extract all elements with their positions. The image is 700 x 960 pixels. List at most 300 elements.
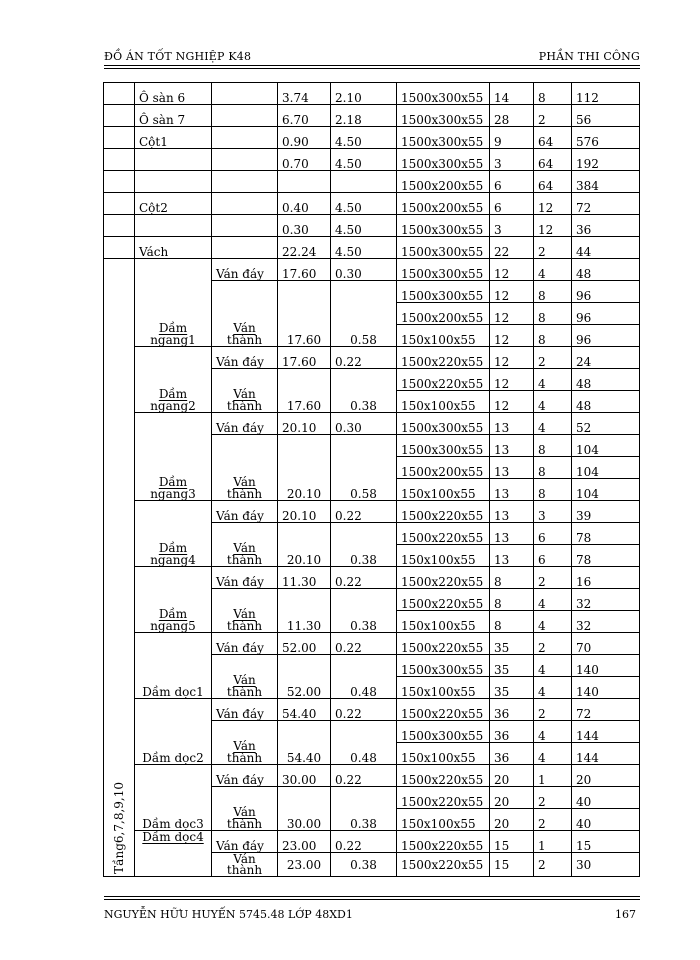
- total-cell: 144: [572, 721, 640, 743]
- side-panel-label-cell: [212, 721, 278, 765]
- part-cell: Ván đáy: [212, 633, 278, 655]
- qty-cell: 8: [490, 567, 534, 589]
- total-cell: 72: [572, 699, 640, 721]
- side-panel-line2: thành: [226, 333, 263, 347]
- qty-cell: 8: [490, 611, 534, 633]
- multiplier-cell: 12: [534, 215, 572, 237]
- table-row: [104, 149, 640, 171]
- total-cell: 144: [572, 743, 640, 765]
- multiplier-cell: 4: [534, 589, 572, 611]
- total-cell: 44: [572, 237, 640, 259]
- part-cell: [212, 105, 278, 127]
- side-panel-line2: thành: [226, 619, 263, 633]
- total-cell: 104: [572, 435, 640, 457]
- element-cell: Cột1: [135, 127, 212, 149]
- multiplier-cell: 64: [534, 127, 572, 149]
- multiplier-cell: 2: [534, 853, 572, 877]
- panel-cell: 1500x300x55: [397, 215, 490, 237]
- total-cell: 78: [572, 545, 640, 567]
- beam-name-line1: Dầm: [158, 321, 188, 335]
- panel-cell: 1500x300x55: [397, 127, 490, 149]
- panel-cell: 150x100x55: [397, 611, 490, 633]
- part-cell: Ván đáy: [212, 765, 278, 787]
- panel-cell: 1500x220x55: [397, 853, 490, 877]
- table-row: [104, 831, 640, 853]
- qty-cell: 6: [490, 171, 534, 193]
- width-cell: 0.38: [331, 589, 397, 633]
- total-cell: 78: [572, 523, 640, 545]
- blank-cell: [104, 193, 135, 215]
- total-cell: 24: [572, 347, 640, 369]
- beam-name-cell: [135, 567, 212, 633]
- qty-cell: 15: [490, 853, 534, 877]
- width-cell: 4.50: [331, 237, 397, 259]
- qty-cell: 14: [490, 83, 534, 105]
- qty-cell: 9: [490, 127, 534, 149]
- multiplier-cell: 4: [534, 743, 572, 765]
- total-cell: 104: [572, 457, 640, 479]
- width-cell: 0.22: [331, 567, 397, 589]
- panel-cell: 150x100x55: [397, 479, 490, 501]
- length-cell: 30.00: [278, 787, 331, 831]
- width-cell: 0.58: [331, 281, 397, 347]
- header-rule: [104, 65, 640, 66]
- beam-name-line2: Dầm dọc2: [142, 751, 204, 765]
- element-cell: Vách: [135, 237, 212, 259]
- header-section: PHẦN THI CÔNG: [538, 50, 640, 63]
- length-cell: 52.00: [278, 633, 331, 655]
- beam-name-cell: [135, 765, 212, 831]
- length-cell: 22.24: [278, 237, 331, 259]
- beam-name-cell: [135, 413, 212, 501]
- multiplier-cell: 3: [534, 501, 572, 523]
- side-panel-line2: thành: [226, 685, 263, 699]
- table-row: [104, 83, 640, 105]
- length-cell: 17.60: [278, 369, 331, 413]
- length-cell: 0.40: [278, 193, 331, 215]
- table-row: [104, 237, 640, 259]
- formwork-table-body: [104, 83, 640, 877]
- beam-name-line1: Dầm: [158, 475, 188, 489]
- total-cell: 140: [572, 655, 640, 677]
- multiplier-cell: 4: [534, 369, 572, 391]
- width-cell: 4.50: [331, 215, 397, 237]
- element-cell: [135, 149, 212, 171]
- multiplier-cell: 2: [534, 567, 572, 589]
- qty-cell: 12: [490, 303, 534, 325]
- table-row: [104, 413, 640, 435]
- panel-cell: 1500x200x55: [397, 193, 490, 215]
- beam-name-line1: Dầm: [158, 541, 188, 555]
- width-cell: 0.30: [331, 259, 397, 281]
- part-cell: [212, 237, 278, 259]
- panel-cell: 150x100x55: [397, 677, 490, 699]
- part-cell: Ván đáy: [212, 259, 278, 281]
- element-cell: Ô sàn 6: [135, 83, 212, 105]
- multiplier-cell: 64: [534, 149, 572, 171]
- total-cell: 16: [572, 567, 640, 589]
- multiplier-cell: 8: [534, 281, 572, 303]
- beam-name-cell: [135, 831, 212, 877]
- qty-cell: 35: [490, 655, 534, 677]
- total-cell: 96: [572, 325, 640, 347]
- total-cell: 140: [572, 677, 640, 699]
- floor-group-label: Tầng6,7,8,9,10: [112, 782, 126, 874]
- width-cell: 0.38: [331, 369, 397, 413]
- part-cell: Ván đáy: [212, 413, 278, 435]
- panel-cell: 1500x300x55: [397, 721, 490, 743]
- qty-cell: 8: [490, 589, 534, 611]
- total-cell: 96: [572, 281, 640, 303]
- side-panel-label-cell: [212, 281, 278, 347]
- footer-rule: [104, 896, 640, 897]
- multiplier-cell: 2: [534, 699, 572, 721]
- total-cell: 52: [572, 413, 640, 435]
- length-cell: 17.60: [278, 259, 331, 281]
- blank-cell: [104, 149, 135, 171]
- total-cell: 112: [572, 83, 640, 105]
- part-cell: Ván đáy: [212, 699, 278, 721]
- table-row: [104, 765, 640, 787]
- multiplier-cell: 4: [534, 677, 572, 699]
- width-cell: 0.22: [331, 633, 397, 655]
- beam-name-line2: Dầm dọc4: [142, 830, 204, 844]
- panel-cell: 1500x220x55: [397, 831, 490, 853]
- width-cell: 4.50: [331, 193, 397, 215]
- qty-cell: 12: [490, 391, 534, 413]
- qty-cell: 28: [490, 105, 534, 127]
- header-rule-double: [104, 68, 640, 69]
- side-panel-line1: Ván: [233, 321, 256, 335]
- table-row: [104, 215, 640, 237]
- qty-cell: 36: [490, 721, 534, 743]
- multiplier-cell: 8: [534, 435, 572, 457]
- multiplier-cell: 2: [534, 237, 572, 259]
- total-cell: 15: [572, 831, 640, 853]
- panel-cell: 1500x220x55: [397, 699, 490, 721]
- side-panel-line1: Ván: [233, 805, 256, 819]
- total-cell: 36: [572, 215, 640, 237]
- width-cell: [331, 171, 397, 193]
- beam-name-cell: [135, 501, 212, 567]
- width-cell: 0.22: [331, 699, 397, 721]
- total-cell: 48: [572, 391, 640, 413]
- side-panel-line1: Ván: [233, 387, 256, 401]
- footer-rule-double: [104, 899, 640, 900]
- multiplier-cell: 8: [534, 325, 572, 347]
- panel-cell: 150x100x55: [397, 325, 490, 347]
- multiplier-cell: 6: [534, 545, 572, 567]
- side-panel-line2: thành: [226, 553, 263, 567]
- qty-cell: 12: [490, 347, 534, 369]
- qty-cell: 6: [490, 193, 534, 215]
- beam-name-line2: Dầm dọc3: [142, 817, 204, 831]
- panel-cell: 1500x200x55: [397, 457, 490, 479]
- side-panel-line1: Ván: [233, 475, 256, 489]
- side-panel-line2: thành: [226, 863, 263, 877]
- width-cell: 2.18: [331, 105, 397, 127]
- qty-cell: 13: [490, 479, 534, 501]
- panel-cell: 1500x220x55: [397, 501, 490, 523]
- qty-cell: 35: [490, 633, 534, 655]
- width-cell: 2.10: [331, 83, 397, 105]
- element-cell: Ô sàn 7: [135, 105, 212, 127]
- qty-cell: 15: [490, 831, 534, 853]
- qty-cell: 13: [490, 523, 534, 545]
- multiplier-cell: 2: [534, 347, 572, 369]
- table-row: [104, 633, 640, 655]
- qty-cell: 20: [490, 787, 534, 809]
- length-cell: 0.70: [278, 149, 331, 171]
- panel-cell: 1500x220x55: [397, 523, 490, 545]
- qty-cell: 3: [490, 149, 534, 171]
- width-cell: 0.48: [331, 655, 397, 699]
- width-cell: 4.50: [331, 127, 397, 149]
- total-cell: 384: [572, 171, 640, 193]
- length-cell: 20.10: [278, 501, 331, 523]
- qty-cell: 36: [490, 743, 534, 765]
- beam-name-cell: [135, 347, 212, 413]
- length-cell: 11.30: [278, 589, 331, 633]
- side-panel-label-cell: [212, 523, 278, 567]
- part-cell: [212, 171, 278, 193]
- part-cell: [212, 193, 278, 215]
- qty-cell: 12: [490, 281, 534, 303]
- table-row: [104, 699, 640, 721]
- element-cell: [135, 215, 212, 237]
- length-cell: 20.10: [278, 413, 331, 435]
- width-cell: 0.22: [331, 831, 397, 853]
- panel-cell: 1500x300x55: [397, 105, 490, 127]
- width-cell: 0.48: [331, 721, 397, 765]
- qty-cell: 35: [490, 677, 534, 699]
- total-cell: 32: [572, 611, 640, 633]
- total-cell: 39: [572, 501, 640, 523]
- beam-name-cell: [135, 699, 212, 765]
- total-cell: 32: [572, 589, 640, 611]
- panel-cell: 1500x300x55: [397, 413, 490, 435]
- page-header: [104, 46, 640, 66]
- panel-cell: 1500x220x55: [397, 765, 490, 787]
- total-cell: 30: [572, 853, 640, 877]
- blank-cell: [104, 127, 135, 149]
- side-panel-line2: thành: [226, 817, 263, 831]
- multiplier-cell: 12: [534, 193, 572, 215]
- width-cell: 0.22: [331, 347, 397, 369]
- part-cell: Ván đáy: [212, 567, 278, 589]
- page-footer: [104, 896, 640, 922]
- beam-name-line1: Dầm: [158, 607, 188, 621]
- multiplier-cell: 8: [534, 457, 572, 479]
- width-cell: 0.38: [331, 523, 397, 567]
- side-panel-label-cell: [212, 369, 278, 413]
- beam-name-line2: ngang5: [150, 619, 196, 633]
- blank-cell: [104, 237, 135, 259]
- length-cell: 52.00: [278, 655, 331, 699]
- panel-cell: 1500x220x55: [397, 589, 490, 611]
- length-cell: 6.70: [278, 105, 331, 127]
- width-cell: 0.38: [331, 853, 397, 877]
- panel-cell: 150x100x55: [397, 809, 490, 831]
- qty-cell: 12: [490, 325, 534, 347]
- multiplier-cell: 4: [534, 391, 572, 413]
- qty-cell: 20: [490, 809, 534, 831]
- table-row: [104, 259, 640, 281]
- part-cell: Ván đáy: [212, 501, 278, 523]
- multiplier-cell: 8: [534, 83, 572, 105]
- length-cell: 23.00: [278, 853, 331, 877]
- side-panel-line1: Ván: [233, 607, 256, 621]
- total-cell: 96: [572, 303, 640, 325]
- side-panel-label-cell: [212, 853, 278, 877]
- multiplier-cell: 4: [534, 721, 572, 743]
- panel-cell: 1500x300x55: [397, 149, 490, 171]
- side-panel-label-cell: [212, 589, 278, 633]
- panel-cell: 1500x300x55: [397, 83, 490, 105]
- total-cell: 48: [572, 369, 640, 391]
- blank-cell: [104, 105, 135, 127]
- total-cell: 104: [572, 479, 640, 501]
- page-number: 167: [615, 908, 636, 921]
- formwork-table: [103, 82, 640, 877]
- multiplier-cell: 4: [534, 413, 572, 435]
- side-panel-label-cell: [212, 787, 278, 831]
- panel-cell: 1500x200x55: [397, 171, 490, 193]
- panel-cell: 1500x220x55: [397, 787, 490, 809]
- element-cell: [135, 171, 212, 193]
- beam-name-line1: Dầm: [158, 387, 188, 401]
- length-cell: 11.30: [278, 567, 331, 589]
- length-cell: [278, 171, 331, 193]
- footer-author: NGUYỄN HỮU HUYẾN 5745.48 LỚP 48XD1: [104, 908, 353, 921]
- panel-cell: 1500x220x55: [397, 347, 490, 369]
- width-cell: 4.50: [331, 149, 397, 171]
- part-cell: Ván đáy: [212, 347, 278, 369]
- panel-cell: 1500x300x55: [397, 655, 490, 677]
- qty-cell: 12: [490, 259, 534, 281]
- side-panel-label-cell: [212, 655, 278, 699]
- beam-name-line2: ngang2: [150, 399, 196, 413]
- multiplier-cell: 1: [534, 765, 572, 787]
- table-row: [104, 567, 640, 589]
- beam-name-line2: ngang3: [150, 487, 196, 501]
- length-cell: 0.30: [278, 215, 331, 237]
- width-cell: 0.38: [331, 787, 397, 831]
- side-panel-line1: Ván: [233, 541, 256, 555]
- multiplier-cell: 64: [534, 171, 572, 193]
- length-cell: 23.00: [278, 831, 331, 853]
- part-cell: [212, 83, 278, 105]
- multiplier-cell: 4: [534, 611, 572, 633]
- length-cell: 30.00: [278, 765, 331, 787]
- length-cell: 0.90: [278, 127, 331, 149]
- part-cell: [212, 127, 278, 149]
- blank-cell: [104, 171, 135, 193]
- panel-cell: 1500x300x55: [397, 281, 490, 303]
- part-cell: [212, 215, 278, 237]
- table-row: [104, 171, 640, 193]
- header-title: ĐỒ ÁN TỐT NGHIỆP K48: [104, 50, 252, 63]
- part-cell: Ván đáy: [212, 831, 278, 853]
- element-cell: Cột2: [135, 193, 212, 215]
- length-cell: 17.60: [278, 347, 331, 369]
- length-cell: 20.10: [278, 523, 331, 567]
- side-panel-line1: Ván: [233, 673, 256, 687]
- length-cell: 20.10: [278, 435, 331, 501]
- blank-cell: [104, 83, 135, 105]
- length-cell: 54.40: [278, 721, 331, 765]
- multiplier-cell: 1: [534, 831, 572, 853]
- qty-cell: 13: [490, 545, 534, 567]
- qty-cell: 13: [490, 501, 534, 523]
- multiplier-cell: 2: [534, 787, 572, 809]
- total-cell: 40: [572, 787, 640, 809]
- panel-cell: 1500x300x55: [397, 435, 490, 457]
- side-panel-line1: Ván: [233, 852, 256, 866]
- table-row: [104, 193, 640, 215]
- total-cell: 40: [572, 809, 640, 831]
- panel-cell: 150x100x55: [397, 391, 490, 413]
- side-panel-label-cell: [212, 435, 278, 501]
- table-row: [104, 501, 640, 523]
- multiplier-cell: 4: [534, 655, 572, 677]
- panel-cell: 1500x200x55: [397, 303, 490, 325]
- multiplier-cell: 4: [534, 259, 572, 281]
- beam-name-cell: [135, 633, 212, 699]
- qty-cell: 22: [490, 237, 534, 259]
- table-row: [104, 347, 640, 369]
- part-cell: [212, 149, 278, 171]
- table-row: [104, 127, 640, 149]
- total-cell: 20: [572, 765, 640, 787]
- total-cell: 48: [572, 259, 640, 281]
- width-cell: 0.22: [331, 765, 397, 787]
- qty-cell: 36: [490, 699, 534, 721]
- side-panel-line2: thành: [226, 487, 263, 501]
- panel-cell: 1500x220x55: [397, 633, 490, 655]
- panel-cell: 1500x300x55: [397, 259, 490, 281]
- qty-cell: 13: [490, 435, 534, 457]
- beam-name-line2: ngang1: [150, 333, 196, 347]
- beam-name-line2: Dầm dọc1: [142, 685, 204, 699]
- qty-cell: 12: [490, 369, 534, 391]
- side-panel-line2: thành: [226, 751, 263, 765]
- panel-cell: 150x100x55: [397, 545, 490, 567]
- table-row: [104, 105, 640, 127]
- panel-cell: 150x100x55: [397, 743, 490, 765]
- multiplier-cell: 2: [534, 105, 572, 127]
- width-cell: 0.30: [331, 413, 397, 435]
- panel-cell: 1500x220x55: [397, 567, 490, 589]
- multiplier-cell: 2: [534, 633, 572, 655]
- multiplier-cell: 8: [534, 303, 572, 325]
- length-cell: 3.74: [278, 83, 331, 105]
- multiplier-cell: 8: [534, 479, 572, 501]
- beam-name-cell: [135, 259, 212, 347]
- floor-group-cell: [104, 259, 135, 877]
- side-panel-line2: thành: [226, 399, 263, 413]
- total-cell: 576: [572, 127, 640, 149]
- total-cell: 70: [572, 633, 640, 655]
- qty-cell: 13: [490, 413, 534, 435]
- length-cell: 54.40: [278, 699, 331, 721]
- total-cell: 56: [572, 105, 640, 127]
- panel-cell: 1500x300x55: [397, 237, 490, 259]
- beam-name-line2: ngang4: [150, 553, 196, 567]
- qty-cell: 20: [490, 765, 534, 787]
- side-panel-line1: Ván: [233, 739, 256, 753]
- total-cell: 72: [572, 193, 640, 215]
